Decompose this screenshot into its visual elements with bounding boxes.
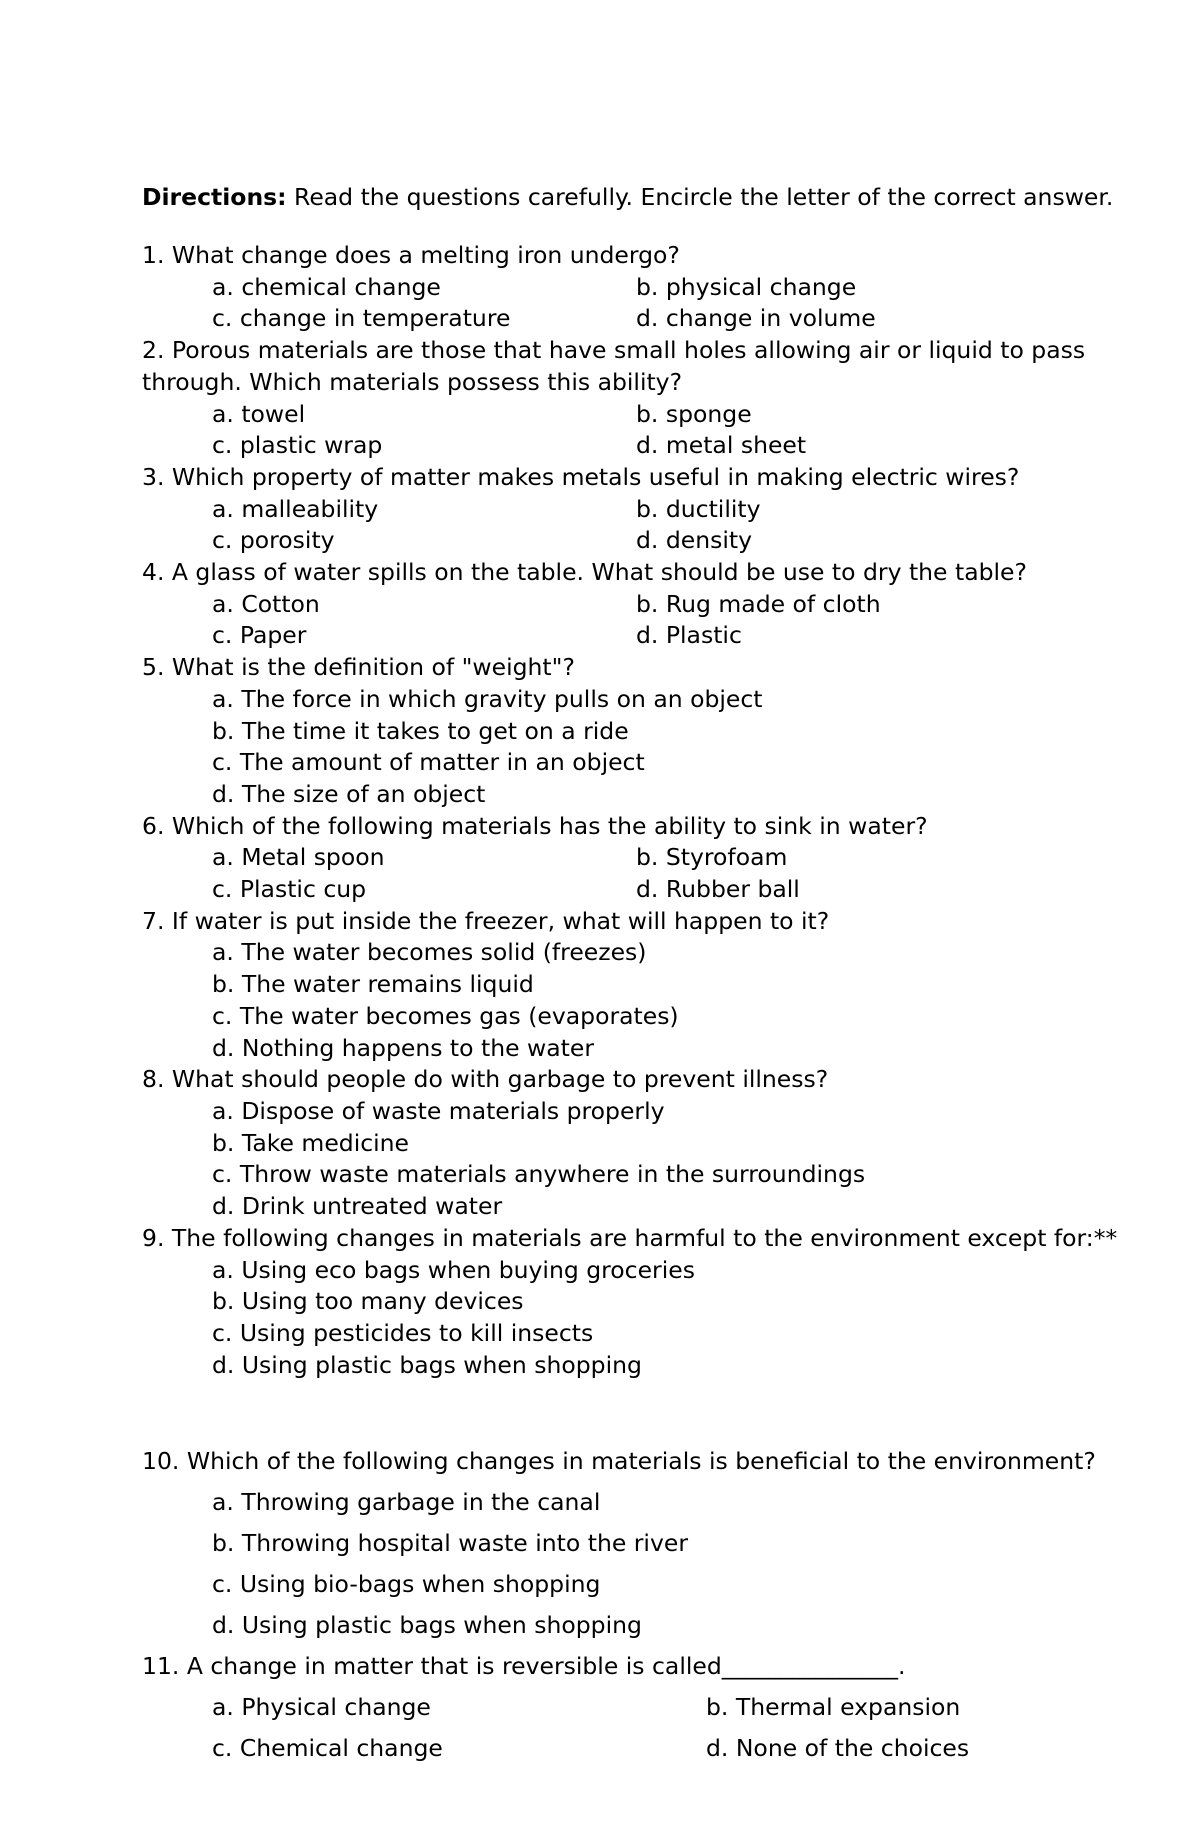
directions-label: Directions: bbox=[142, 183, 287, 211]
question-10 bbox=[142, 1441, 1142, 1646]
option-b[interactable]: b. The water remains liquid bbox=[212, 970, 534, 999]
question-text: 8. What should people do with garbage to prevent illness? bbox=[142, 1065, 829, 1094]
question-7 bbox=[142, 906, 1142, 1065]
option-d[interactable]: d. Using plastic bags when shopping bbox=[212, 1350, 642, 1379]
option-c[interactable]: c. Using pesticides to kill insects bbox=[212, 1318, 594, 1347]
option-d[interactable]: d. Drink untreated water bbox=[212, 1192, 503, 1221]
question-5 bbox=[142, 652, 1142, 811]
option-c[interactable]: c. Throw waste materials anywhere in the surroundings bbox=[212, 1160, 866, 1189]
question-text: 1. What change does a melting iron undergo? bbox=[142, 241, 680, 269]
options bbox=[142, 1255, 1142, 1382]
option-d[interactable]: d. Using plastic bags when shopping bbox=[212, 1611, 642, 1639]
questions-block-1 bbox=[142, 240, 1142, 1381]
option-a[interactable]: a. malleability bbox=[212, 494, 379, 523]
option-b[interactable]: b. The time it takes to get on a ride bbox=[212, 716, 629, 745]
options bbox=[142, 684, 1142, 811]
question-3 bbox=[142, 462, 1142, 557]
option-c[interactable]: c. Paper bbox=[212, 621, 307, 650]
question-text: 9. The following changes in materials are harmful to the environment except for:** bbox=[142, 1223, 1118, 1252]
option-d[interactable]: d. Plastic bbox=[636, 621, 742, 650]
questions-block-2 bbox=[142, 1441, 1142, 1769]
question-6 bbox=[142, 811, 1142, 906]
question-text: 3. Which property of matter makes metals useful in making electric wires? bbox=[142, 462, 1020, 491]
option-a[interactable]: a. towel bbox=[212, 399, 306, 428]
option-a[interactable]: a. chemical change bbox=[212, 272, 441, 301]
option-c[interactable]: c. The water becomes gas (evaporates) bbox=[212, 1001, 679, 1030]
options bbox=[142, 1482, 1142, 1646]
option-c[interactable]: c. Chemical change bbox=[212, 1734, 443, 1762]
options bbox=[142, 272, 1142, 335]
directions-text: Read the questions carefully. Encircle the letter of the correct answer. bbox=[286, 183, 1114, 211]
option-b[interactable]: b. Throwing hospital waste into the river bbox=[212, 1529, 688, 1557]
option-c[interactable]: c. change in temperature bbox=[212, 304, 511, 333]
option-d[interactable]: d. metal sheet bbox=[636, 431, 807, 460]
options bbox=[142, 1096, 1142, 1223]
question-text: 7. If water is put inside the freezer, what will happen to it? bbox=[142, 906, 830, 935]
option-c[interactable]: c. Plastic cup bbox=[212, 875, 367, 904]
options bbox=[142, 842, 1142, 905]
option-c[interactable]: c. plastic wrap bbox=[212, 431, 383, 460]
options bbox=[142, 589, 1142, 652]
question-text: 4. A glass of water spills on the table. What should be use to dry the table? bbox=[142, 558, 1027, 587]
option-b[interactable]: b. ductility bbox=[636, 494, 761, 523]
question-11 bbox=[142, 1646, 1142, 1769]
option-a[interactable]: a. Physical change bbox=[212, 1693, 431, 1721]
option-a[interactable]: a. The water becomes solid (freezes) bbox=[212, 938, 647, 967]
option-b[interactable]: b. sponge bbox=[636, 399, 752, 428]
option-d[interactable]: d. None of the choices bbox=[706, 1734, 970, 1762]
option-c[interactable]: c. The amount of matter in an object bbox=[212, 748, 645, 777]
option-b[interactable]: b. Styrofoam bbox=[636, 843, 788, 872]
question-4 bbox=[142, 557, 1142, 652]
question-8 bbox=[142, 1064, 1142, 1223]
option-d[interactable]: d. The size of an object bbox=[212, 779, 486, 808]
options bbox=[142, 494, 1142, 557]
option-b[interactable]: b. physical change bbox=[636, 272, 857, 301]
option-b[interactable]: b. Take medicine bbox=[212, 1128, 410, 1157]
option-b[interactable]: b. Thermal expansion bbox=[706, 1693, 961, 1721]
options bbox=[142, 937, 1142, 1064]
directions bbox=[142, 181, 1113, 213]
question-1 bbox=[142, 240, 1142, 335]
option-d[interactable]: d. Rubber ball bbox=[636, 875, 800, 904]
option-d[interactable]: d. change in volume bbox=[636, 304, 876, 333]
option-c[interactable]: c. Using bio-bags when shopping bbox=[212, 1570, 601, 1598]
question-9 bbox=[142, 1223, 1142, 1382]
question-text: 2. Porous materials are those that have small holes allowing air or liquid to pass through. Which materials possess this ability? bbox=[142, 336, 1086, 396]
question-text: 10. Which of the following changes in materials is beneficial to the environment? bbox=[142, 1447, 1096, 1475]
option-a[interactable]: a. The force in which gravity pulls on an object bbox=[212, 684, 763, 713]
question-text: 6. Which of the following materials has the ability to sink in water? bbox=[142, 811, 928, 840]
question-text: 11. A change in matter that is reversible is called_______________. bbox=[142, 1652, 906, 1680]
question-2 bbox=[142, 335, 1142, 462]
option-a[interactable]: a. Cotton bbox=[212, 589, 320, 618]
option-a[interactable]: a. Using eco bags when buying groceries bbox=[212, 1255, 695, 1284]
option-b[interactable]: b. Using too many devices bbox=[212, 1287, 524, 1316]
option-b[interactable]: b. Rug made of cloth bbox=[636, 589, 881, 618]
option-d[interactable]: d. Nothing happens to the water bbox=[212, 1033, 594, 1062]
option-a[interactable]: a. Dispose of waste materials properly bbox=[212, 1096, 665, 1125]
question-text: 5. What is the definition of "weight"? bbox=[142, 653, 575, 682]
option-a[interactable]: a. Throwing garbage in the canal bbox=[212, 1488, 601, 1516]
option-c[interactable]: c. porosity bbox=[212, 526, 335, 555]
option-d[interactable]: d. density bbox=[636, 526, 753, 555]
option-a[interactable]: a. Metal spoon bbox=[212, 843, 385, 872]
options bbox=[142, 1687, 1142, 1769]
options bbox=[142, 399, 1142, 462]
